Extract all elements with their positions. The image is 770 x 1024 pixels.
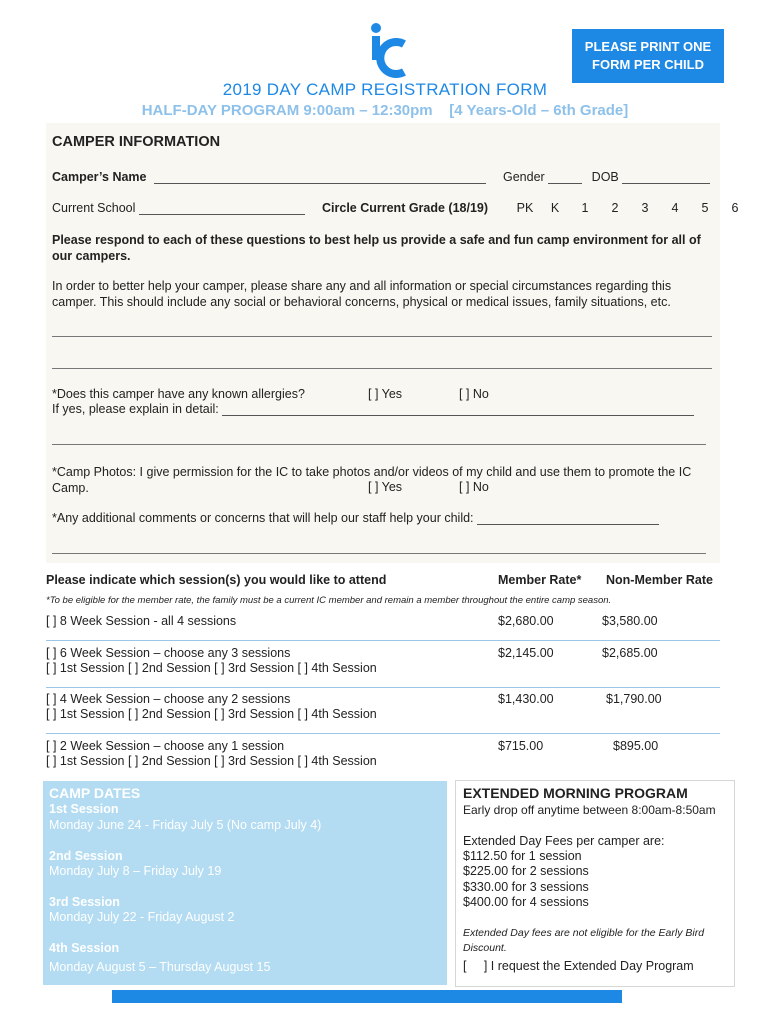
session-non-member-price: $1,790.00 — [606, 692, 662, 706]
allergy-explain-label: If yes, please explain in detail: — [52, 402, 219, 416]
member-rate-note: *To be eligible for the member rate, the family must be a current IC member and remain a member throughout the entire camp season. — [46, 595, 612, 606]
session-member-price: $2,145.00 — [498, 646, 554, 660]
extended-fees-intro: Extended Day Fees per camper are: — [463, 834, 665, 848]
grade-option[interactable]: 3 — [641, 201, 649, 215]
print-notice-line1: PLEASE PRINT ONE — [584, 39, 712, 54]
session-non-member-price: $3,580.00 — [602, 614, 658, 628]
extended-fee: $112.50 for 1 session — [463, 849, 582, 863]
extended-request-checkbox[interactable]: [ ] I request the Extended Day Program — [463, 959, 694, 973]
session-divider — [46, 640, 720, 641]
comments-row — [52, 511, 659, 525]
extended-note: Extended Day fees are not eligible for the Early Bird Discount. — [463, 927, 705, 954]
session-option-8-week[interactable]: [ ] 8 Week Session - all 4 sessions — [46, 614, 237, 628]
extended-fee: $400.00 for 4 sessions — [463, 895, 589, 909]
respond-instructions: Please respond to each of these questions to best help us provide a safe and fun camp environment for all of our campers. — [52, 233, 701, 263]
session-dates: Monday August 5 – Thursday August 15 — [49, 960, 271, 974]
camper-info-heading: CAMPER INFORMATION — [52, 134, 221, 150]
extended-fee: $330.00 for 3 sessions — [463, 880, 589, 894]
grade-option[interactable]: K — [550, 201, 560, 215]
session-choice-row[interactable]: [ ] 1st Session [ ] 2nd Session [ ] 3rd Session [ ] 4th Session — [46, 754, 377, 768]
allergy-explain-row — [52, 402, 694, 416]
ic-logo-icon — [368, 22, 408, 78]
dob-field[interactable] — [622, 183, 710, 184]
comments-answer-line[interactable] — [52, 553, 706, 554]
allergy-no-checkbox[interactable]: [ ] No — [459, 387, 489, 401]
session-dates: Monday June 24 - Friday July 5 (No camp July 4) — [49, 818, 322, 832]
session-member-price: $1,430.00 — [498, 692, 554, 706]
session-divider — [46, 687, 720, 688]
grade-option[interactable]: 5 — [701, 201, 709, 215]
extended-program-box — [455, 780, 735, 987]
ic-logo — [368, 22, 408, 78]
grade-option[interactable]: 6 — [731, 201, 739, 215]
print-notice-line2: FORM PER CHILD — [592, 57, 704, 72]
sessions-heading: Please indicate which session(s) you would like to attend — [46, 573, 387, 587]
photos-yes-checkbox[interactable]: [ ] Yes — [368, 480, 403, 494]
session-name: 1st Session — [49, 802, 119, 816]
grade-option[interactable]: 2 — [611, 201, 619, 215]
info-answer-line-2[interactable] — [52, 368, 712, 369]
session-non-member-price: $895.00 — [613, 739, 659, 753]
camper-information-panel — [46, 123, 720, 563]
camp-dates-box — [43, 781, 447, 985]
dob-label: DOB — [591, 170, 619, 184]
session-non-member-price: $2,685.00 — [602, 646, 658, 660]
comments-field[interactable] — [477, 524, 659, 525]
session-choice-row[interactable]: [ ] 1st Session [ ] 2nd Session [ ] 3rd Session [ ] 4th Session — [46, 661, 377, 675]
gender-field[interactable] — [548, 183, 582, 184]
print-notice — [572, 29, 724, 83]
allergy-yes-checkbox[interactable]: [ ] Yes — [368, 387, 403, 401]
allergy-explain-field[interactable] — [222, 415, 694, 416]
school-row — [52, 201, 305, 215]
grade-option[interactable]: 1 — [581, 201, 589, 215]
info-answer-line-1[interactable] — [52, 336, 712, 337]
camper-name-label: Camper’s Name — [52, 170, 147, 184]
extended-dropoff: Early drop off anytime between 8:00am-8:50am — [463, 803, 716, 817]
camper-name-field[interactable] — [154, 183, 486, 184]
grade-option[interactable]: PK — [516, 201, 534, 215]
help-instructions: In order to better help your camper, please share any and all information or special circumstances regarding this camper. This should include any social or behavioral concerns, physical or medical issues, family situations, etc. — [52, 279, 672, 309]
member-rate-label: Member Rate* — [498, 573, 582, 587]
photos-no-checkbox[interactable]: [ ] No — [459, 480, 489, 494]
camper-name-row — [52, 170, 486, 184]
allergy-question: *Does this camper have any known allergies? — [52, 387, 305, 401]
session-name: 2nd Session — [49, 849, 123, 863]
session-dates: Monday July 22 - Friday August 2 — [49, 910, 235, 924]
grade-option[interactable]: 4 — [671, 201, 679, 215]
camp-dates-heading: CAMP DATES — [49, 785, 141, 801]
extended-fee: $225.00 for 2 sessions — [463, 864, 589, 878]
session-option-6-week[interactable]: [ ] 6 Week Session – choose any 3 sessions — [46, 646, 291, 660]
session-option-2-week[interactable]: [ ] 2 Week Session – choose any 1 session — [46, 739, 285, 753]
session-option-4-week[interactable]: [ ] 4 Week Session – choose any 2 sessions — [46, 692, 291, 706]
session-name: 3rd Session — [49, 895, 120, 909]
school-field[interactable] — [139, 214, 305, 215]
grade-options — [510, 201, 750, 215]
school-label: Current School — [52, 201, 136, 215]
form-subtitle: HALF-DAY PROGRAM 9:00am – 12:30pm [4 Years-Old – 6th Grade] — [141, 102, 629, 119]
extended-heading: EXTENDED MORNING PROGRAM — [463, 785, 688, 801]
session-choice-row[interactable]: [ ] 1st Session [ ] 2nd Session [ ] 3rd Session [ ] 4th Session — [46, 707, 377, 721]
gender-label: Gender — [503, 170, 545, 184]
form-title: 2019 DAY CAMP REGISTRATION FORM — [222, 80, 548, 99]
session-name: 4th Session — [49, 941, 120, 955]
gender-dob-row — [503, 170, 710, 184]
grade-label: Circle Current Grade (18/19) — [322, 201, 489, 215]
session-member-price: $715.00 — [498, 739, 544, 753]
photos-permission-text: *Camp Photos: I give permission for the IC to take photos and/or videos of my child and use them to promote the IC Camp. — [52, 465, 692, 495]
session-dates: Monday July 8 – Friday July 19 — [49, 864, 222, 878]
comments-label: *Any additional comments or concerns that will help our staff help your child: — [52, 511, 474, 525]
non-member-rate-label: Non-Member Rate — [606, 573, 713, 587]
session-divider — [46, 733, 720, 734]
footer-bar — [112, 990, 622, 1003]
session-member-price: $2,680.00 — [498, 614, 554, 628]
allergy-answer-line[interactable] — [52, 444, 706, 445]
